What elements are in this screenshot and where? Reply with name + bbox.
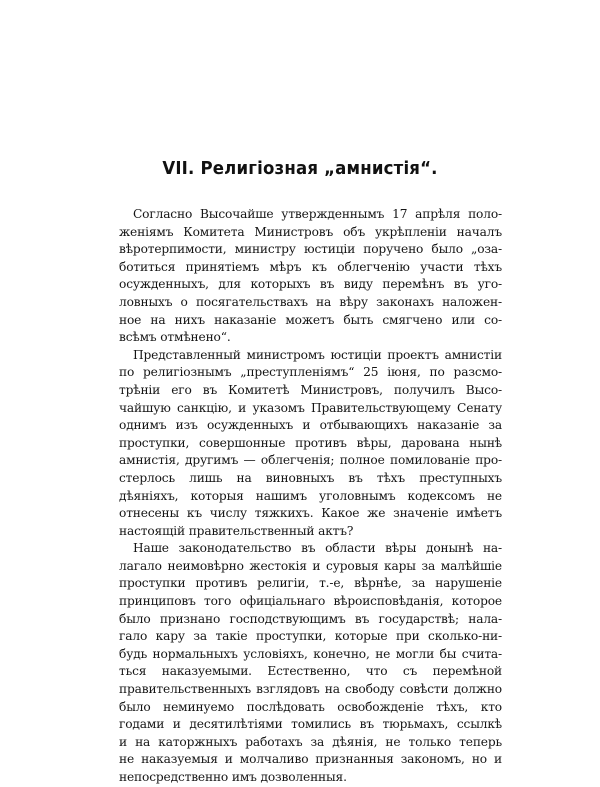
text-line: проступки, совершонные противъ вѣры, дарована нынѣ [119,435,502,450]
text-line: ботиться принятіемъ мѣръ къ облегченію участи тѣхъ [119,259,502,274]
text-line: амнистія, другимъ — облегченія; полное помилованіе про- [119,453,502,468]
text-line: осужденныхъ, для которыхъ въ виду перемѣнъ въ уго- [119,277,502,292]
text-line: настоящій правительственный актъ? [119,523,354,538]
text-line: проступки противъ религіи, т.-е, вѣрнѣе, за нарушеніе [119,576,502,591]
text-line: принциповъ того офиціальнаго вѣроисповѣданія, которое [119,594,502,609]
text-line: вѣротерпимости, министру юстиціи поручено было „оза- [119,242,502,257]
paragraph-1 [119,206,502,347]
text-line: Наше законодательство въ области вѣры донынѣ на- [133,541,502,556]
chapter-title: VII. Религіозная „амнистія“. [162,158,438,179]
text-line: Согласно Высочайше утвержденнымъ 17 апрѣля поло- [133,207,502,221]
text-line: ться наказуемыми. Естественно, что съ перемѣной [119,664,502,679]
text-line: правительственныхъ взглядовъ на свободу совѣсти должно [119,682,502,697]
text-line: гало кару за такіе проступки, которые при сколько-ни- [119,629,502,644]
text-line: Представленный министромъ юстиціи проектъ амнистіи [133,347,502,362]
text-line: будь нормальныхъ условіяхъ, конечно, не могли бы счита- [119,646,502,661]
text-line: лагало неимовѣрно жестокія и суровыя кары за малѣйшіе [119,558,502,573]
text-line: чайшую санкцію, и указомъ Правительствующему Сенату [119,400,502,415]
text-line: трѣніи его въ Комитетѣ Министровъ, получилъ Высо- [119,382,502,397]
text-line: по религіознымъ „преступленіямъ“ 25 іюня, по разсмо- [119,365,502,380]
text-line: было признано господствующимъ въ государствѣ; нала- [119,611,502,626]
text-line: стерлось лишь на виновныхъ въ тѣхъ преступныхъ [119,470,502,485]
text-line: отнесены къ числу тяжкихъ. Какое же значеніе имѣетъ [119,506,502,521]
text-line: женіямъ Комитета Министровъ объ укрѣпленіи началъ [119,224,502,239]
paragraph-2 [119,347,502,541]
text-line: однимъ изъ осужденныхъ и отбывающихъ наказаніе за [119,418,502,433]
text-line: ловныхъ о посягательствахъ на вѣру законахъ наложен- [119,294,502,309]
text-line: и на каторжныхъ работахъ за дѣянія, не только теперь [119,734,502,749]
text-line: было неминуемо послѣдовать освобожденіе тѣхъ, кто [119,699,502,714]
text-line: дѣяніяхъ, которыя нашимъ уголовнымъ кодексомъ не [119,488,502,503]
text-line: годами и десятилѣтіями томились въ тюрьмахъ, ссылкѣ [119,717,502,732]
text-line: непосредственно имъ дозволенныя. [119,770,347,784]
text-line: не наказуемыя и молчаливо признанныя закономъ, но и [119,752,502,767]
body-text [119,206,502,787]
text-line: всѣмъ отмѣнено“. [119,330,231,345]
text-line: ное на нихъ наказаніе можетъ быть смягчено или со- [119,312,502,327]
